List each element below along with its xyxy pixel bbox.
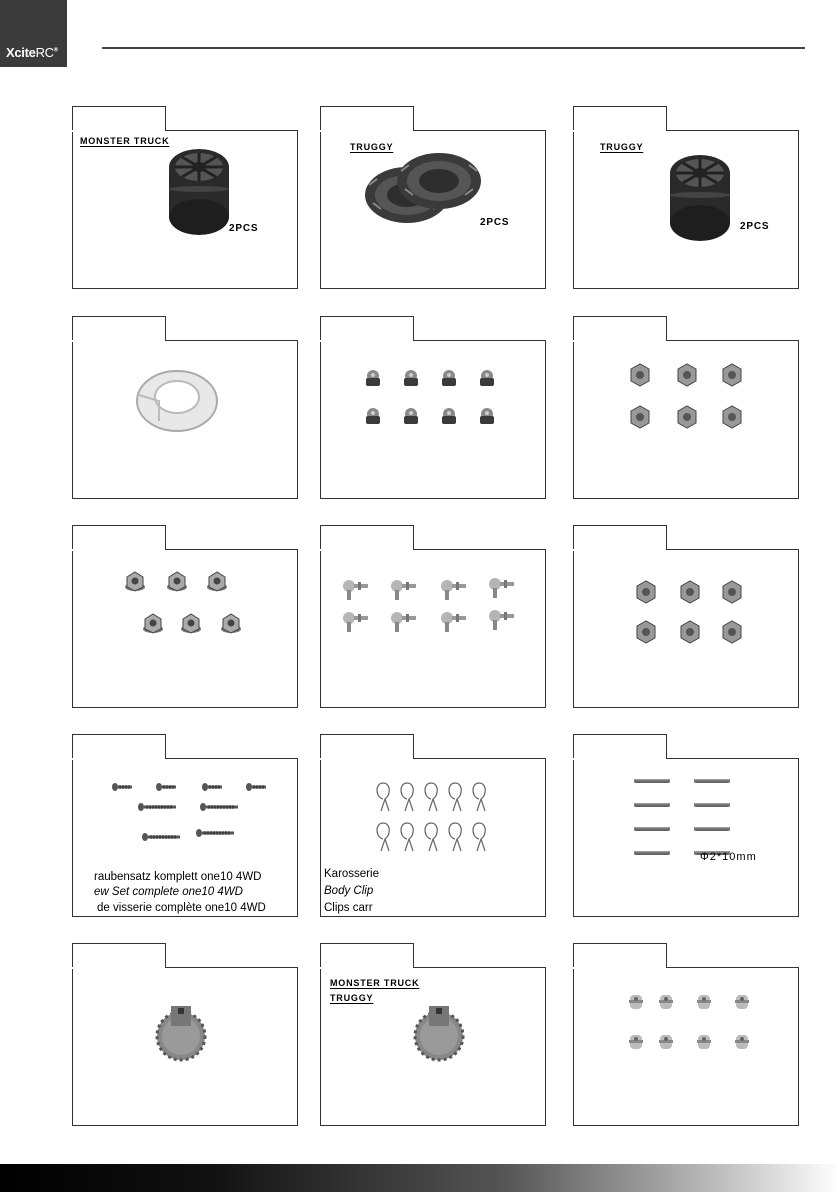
part-number-tab — [72, 316, 166, 341]
ball-end-image — [339, 572, 529, 652]
clear-ring-image — [129, 355, 229, 439]
header-rule — [102, 47, 805, 49]
part-number-tab — [320, 943, 414, 968]
part-box — [320, 549, 546, 708]
screw-set-image — [109, 779, 279, 859]
part-box — [573, 967, 799, 1126]
brand-name: Xcite — [6, 45, 36, 60]
description-de: raubensatz komplett one10 4WD — [94, 871, 262, 883]
model-label: TRUGGY — [600, 142, 644, 152]
part-card-ball-ends — [320, 525, 546, 708]
description-en: ew Set complete one10 4WD — [94, 886, 243, 898]
model-label: MONSTER TRUCK — [330, 978, 420, 988]
brand-mark: ® — [53, 47, 58, 54]
bushing-image — [622, 990, 762, 1070]
part-card-bushings — [573, 943, 799, 1126]
quantity-label: 2PCS — [480, 217, 510, 228]
part-card-pinion-a — [72, 943, 298, 1126]
part-box — [72, 758, 298, 917]
part-card-pinion-b — [320, 943, 546, 1126]
part-box — [320, 758, 546, 917]
part-number-tab — [72, 943, 166, 968]
part-number-tab — [320, 734, 414, 759]
part-box — [72, 130, 298, 289]
part-card-pins — [573, 734, 799, 917]
part-box — [573, 130, 799, 289]
description-fr: Clips carr — [324, 902, 373, 914]
part-number-tab — [573, 316, 667, 341]
part-card-flange-nuts — [72, 525, 298, 708]
part-card-ball-studs — [320, 316, 546, 499]
part-card-body-clips — [320, 734, 546, 917]
part-box — [72, 967, 298, 1126]
model-label: TRUGGY — [350, 142, 394, 152]
model-label-2: TRUGGY — [330, 993, 374, 1003]
quantity-label: 2PCS — [229, 223, 259, 234]
part-box — [573, 549, 799, 708]
part-number-tab — [573, 734, 667, 759]
part-number-tab — [72, 734, 166, 759]
part-box — [320, 967, 546, 1126]
part-number-tab — [573, 525, 667, 550]
description-de: Karosserie — [324, 868, 379, 880]
part-number-tab — [320, 525, 414, 550]
body-clip-image — [371, 769, 501, 857]
footer-bar — [0, 1164, 840, 1192]
part-box — [72, 340, 298, 499]
model-label: MONSTER TRUCK — [80, 136, 170, 146]
part-card-spur-ring — [72, 316, 298, 499]
part-card-lock-nuts — [573, 316, 799, 499]
flange-nut-image — [121, 566, 261, 650]
part-box — [573, 340, 799, 499]
part-box — [573, 758, 799, 917]
part-number-tab — [573, 943, 667, 968]
part-card-tire-truggy — [320, 106, 546, 289]
nylon-nut-image — [630, 576, 760, 660]
part-card-screw-set — [72, 734, 298, 917]
lock-nut-image — [626, 359, 752, 443]
description-en: Body Clip — [324, 885, 374, 897]
part-card-nylon-nuts — [573, 525, 799, 708]
ball-stud-image — [359, 361, 509, 441]
part-box — [72, 549, 298, 708]
tire-image — [359, 143, 489, 243]
part-number-tab — [72, 525, 166, 550]
wheel-image — [159, 139, 239, 239]
quantity-label: 2PCS — [740, 221, 770, 232]
part-box — [320, 340, 546, 499]
part-card-wheel-truggy — [573, 106, 799, 289]
part-number-tab — [573, 106, 667, 131]
description-fr: de visserie complète one10 4WD — [97, 902, 266, 914]
brand-logo — [0, 0, 67, 67]
part-number-tab — [320, 316, 414, 341]
part-number-tab — [72, 106, 166, 131]
part-box — [320, 130, 546, 289]
part-card-wheel-monster — [72, 106, 298, 289]
brand-suffix: RC — [35, 45, 54, 60]
dimension-label: Φ2*10mm — [700, 851, 757, 863]
wheel-image — [660, 145, 740, 245]
pinion-gear-image — [147, 990, 217, 1070]
pinion-gear-image — [405, 990, 475, 1070]
part-number-tab — [320, 106, 414, 131]
